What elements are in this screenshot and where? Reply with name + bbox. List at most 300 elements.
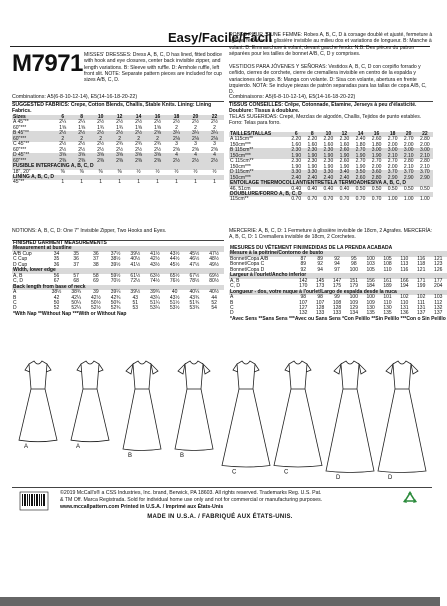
section-heading xyxy=(12,312,224,317)
table-cell: 105 xyxy=(366,266,375,273)
table-cell: 130 xyxy=(383,304,392,311)
row-label: 46, 51cm xyxy=(230,185,251,192)
table-cell: 3.00 xyxy=(371,147,382,154)
table-cell: 1 xyxy=(213,179,216,186)
table-cell: 43½ xyxy=(169,250,180,257)
table-cell: 110 xyxy=(400,299,409,306)
table-row xyxy=(12,180,224,185)
table-cell: 2½ xyxy=(211,119,218,126)
table-cell: 3.50 xyxy=(355,169,366,176)
table-cell: 2⅛ xyxy=(211,135,218,142)
table-cell: 61½ xyxy=(130,272,141,279)
table-cell: 53¾ xyxy=(189,305,200,312)
table-cell: 35 xyxy=(53,256,60,263)
table-cell: 45½ xyxy=(169,261,180,268)
table-cell: 1.90 xyxy=(339,152,350,159)
row-label: A 45"** xyxy=(13,119,29,126)
table-cell: 113 xyxy=(400,261,409,268)
table-cell: 100 xyxy=(349,266,358,273)
table-cell: 42 xyxy=(53,294,60,301)
table-cell: 97 xyxy=(334,266,340,273)
row-label: Bonnet/Copa C xyxy=(230,261,265,268)
table-cell: 52 xyxy=(211,299,217,306)
row-label: C Cup xyxy=(13,256,28,263)
table-cell: 52 xyxy=(53,305,60,312)
table-cell: 3.00 xyxy=(403,147,414,154)
table-cell: 118 xyxy=(417,261,426,268)
table-cell: 94 xyxy=(317,266,323,273)
table-cell: 1.80 xyxy=(371,141,382,148)
table-cell: 2.10 xyxy=(403,152,414,159)
table-cell: 2.40 xyxy=(291,174,302,181)
table-cell: 2.30 xyxy=(291,158,302,165)
table-cell: 45½ xyxy=(189,250,200,257)
table-cell: 2.80 xyxy=(371,174,382,181)
divider xyxy=(12,487,432,488)
table-cell: 2.30 xyxy=(323,158,334,165)
table-cell: 1.90 xyxy=(291,152,302,159)
table-cell: 2.70 xyxy=(371,158,382,165)
table-cell: 37 xyxy=(93,256,99,263)
finished-measurements-en xyxy=(12,241,224,317)
table-cell: 2½ xyxy=(116,146,124,153)
recycle-icon xyxy=(400,490,420,510)
row-label: 60"*** xyxy=(13,135,27,142)
garment-figure-a xyxy=(71,361,109,442)
table-cell: 2.40 xyxy=(323,174,334,181)
table-cell: 2 xyxy=(175,124,178,131)
table-cell: 89 xyxy=(317,255,323,262)
table-cell: 2 xyxy=(137,135,140,142)
table-cell: 3.70 xyxy=(387,169,398,176)
figure-label: C xyxy=(284,469,289,476)
table-cell: 2½ xyxy=(97,146,105,153)
table-cell: 2½ xyxy=(78,146,86,153)
table-cell: 3⅝ xyxy=(154,152,162,159)
table-cell: 2½ xyxy=(78,141,86,148)
row-label: 150cm*** xyxy=(230,163,251,170)
table-cell: 10 xyxy=(325,131,332,137)
notions-en: NOTIONS: A, B, C, D: One 7" Invisible Zipper, Two Hooks and Eyes. xyxy=(12,228,167,234)
table-cell: 2.90 xyxy=(387,174,398,181)
table-cell: 2½ xyxy=(78,130,86,137)
table-cell: 98 xyxy=(300,294,307,301)
table-cell: 1.80 xyxy=(355,141,366,148)
table-cell: ½ xyxy=(136,168,141,175)
table-cell: 3¼ xyxy=(173,130,180,137)
table-cell: 3¼ xyxy=(192,130,199,137)
table-cell: 51¾ xyxy=(189,299,200,306)
table-cell: 6 xyxy=(294,131,298,137)
table-cell: 52½ xyxy=(91,305,101,312)
description-es: VESTIDOS PARA JÓVENES Y SEÑORAS: Vestidos A, B, C, D con corpiño forrado y ceñido, cierres de corchete, cierre de cremallera invisible en centro de la espalda y variaciones de largo. B: Manga con volante. D: Sisa con volante, abertura en frente izquierdo. NOTA: Se incluye piezas de patrón separadas para las tallas de copa A/B, C, D. xyxy=(229,64,427,96)
row-label: B xyxy=(230,299,234,306)
table-cell: 2.10 xyxy=(387,152,398,159)
section-heading-text: *With Nap **Without Nap ***With or Without Nap xyxy=(13,310,127,317)
row-label: B xyxy=(13,294,17,301)
table-row xyxy=(229,197,433,202)
table-cell: 80½ xyxy=(209,278,219,285)
table-cell: 2.40 xyxy=(339,174,350,181)
table-cell: 3⅝ xyxy=(135,152,143,159)
table-cell: 3.70 xyxy=(403,169,414,176)
table-cell: 51½ xyxy=(169,299,180,306)
table-cell: 100 xyxy=(366,294,375,301)
table-cell: 59½ xyxy=(110,272,121,279)
table-cell: 2½ xyxy=(97,119,105,126)
table-cell: 1 xyxy=(118,179,121,186)
table-cell: ⅜ xyxy=(98,168,103,175)
table-cell: 35 xyxy=(73,250,79,257)
table-cell: 177 xyxy=(434,277,443,284)
table-cell: 1⅝ xyxy=(78,124,86,131)
table-cell: 147 xyxy=(332,277,342,284)
table-cell: 194 xyxy=(400,283,409,290)
table-cell: 0.70 xyxy=(339,196,350,203)
table-cell: 112 xyxy=(434,299,443,306)
table-cell: 131 xyxy=(400,304,409,311)
table-cell: 1.00 xyxy=(419,196,430,203)
table-cell: 2¾ xyxy=(135,141,143,148)
tissus-conseilles: TISSUS CONSEILLÉS: Crêpe, Cotonnade, Étamine, Jerseys à peu d'élasticité. Doublure: Tissus à doublure. xyxy=(229,102,417,115)
table-cell: 39½ xyxy=(130,250,141,257)
table-cell: 2⅝ xyxy=(173,146,180,153)
table-cell: 3 xyxy=(213,141,216,148)
section-heading-text: LINING A, B, C, D xyxy=(13,173,54,180)
pattern-number: M7971 xyxy=(12,50,83,77)
table-cell: 2½ xyxy=(211,157,218,164)
table-cell: 47½ xyxy=(209,250,219,257)
table-cell: 98 xyxy=(317,294,323,301)
table-cell: 99 xyxy=(334,294,340,301)
table-cell: 48½ xyxy=(209,256,219,263)
table-cell: 0.50 xyxy=(387,185,398,192)
table-cell: 53½ xyxy=(169,305,180,312)
table-cell: 1 xyxy=(137,179,140,186)
table-cell: 2.10 xyxy=(403,163,414,170)
table-cell: 69 xyxy=(93,278,99,285)
combinations-en: Combinations: A5(6-8-10-12-14), E5(14-16-18-20-22) xyxy=(12,94,138,100)
table-cell: 105 xyxy=(383,255,392,262)
table-cell: 2½ xyxy=(97,130,105,137)
table-cell: 128 xyxy=(332,304,342,311)
table-cell: 2.10 xyxy=(419,163,430,170)
row-label: D xyxy=(13,305,17,312)
row-label: C xyxy=(230,304,234,311)
table-cell: 2½ xyxy=(192,157,199,164)
table-cell: 46½ xyxy=(189,256,200,263)
table-cell: 69½ xyxy=(209,272,219,279)
figure-label: A xyxy=(76,444,81,451)
table-cell: 43½ xyxy=(150,261,160,268)
table-cell: 3.30 xyxy=(291,169,302,176)
figure-label: A xyxy=(24,444,29,451)
table-cell: 156 xyxy=(366,277,375,284)
table-cell: ½ xyxy=(193,168,198,175)
table-cell: 41½ xyxy=(150,250,160,257)
garment-figure-d xyxy=(378,361,426,473)
table-cell: 37 xyxy=(73,261,79,268)
table-cell: 121 xyxy=(417,266,426,273)
table-cell: 10 xyxy=(97,114,104,120)
table-cell: 39½ xyxy=(110,261,121,268)
table-cell: 2⅜ xyxy=(78,157,86,164)
table-cell: 92 xyxy=(300,266,307,273)
table-cell: 50¾ xyxy=(110,299,121,306)
table-cell: 2½ xyxy=(135,130,143,137)
table-cell: 38½ xyxy=(51,289,62,296)
table-cell: 1 xyxy=(61,179,65,186)
table-cell: 40¼ xyxy=(189,289,200,296)
table-cell: 1.60 xyxy=(307,141,318,148)
bottom-bar xyxy=(0,597,440,606)
table-cell: 2½ xyxy=(135,146,143,153)
table-cell: 123 xyxy=(434,261,443,268)
table-cell: 2⅝ xyxy=(211,146,218,153)
table-cell: 2.20 xyxy=(323,136,334,143)
table-cell: 2⅜ xyxy=(135,157,143,164)
finished-measurements-fr xyxy=(229,246,447,322)
telas-sugeridas: TELAS SUGERIDAS: Crepé, Mezclas de algodón, Challis, Tejidos de punto estables. Forro: Telas para forro. xyxy=(229,114,422,127)
table-cell: 41½ xyxy=(130,261,141,268)
table-cell: ½ xyxy=(155,168,160,175)
table-cell: 2.60 xyxy=(339,147,350,154)
table-cell: 87 xyxy=(300,255,307,262)
table-cell: 171 xyxy=(417,277,426,284)
row-label: A/B Cup xyxy=(13,250,32,257)
table-cell: 39¼ xyxy=(110,289,121,296)
table-cell: 2⅜ xyxy=(154,157,162,164)
figure-label: C xyxy=(232,469,237,476)
table-cell: 161 xyxy=(383,277,392,284)
table-cell: 189 xyxy=(383,283,392,290)
table-cell: 1.60 xyxy=(291,141,302,148)
row-label: 60"*** xyxy=(13,124,27,131)
table-cell: 2.60 xyxy=(371,136,382,143)
table-cell: 1 xyxy=(99,179,103,186)
table-cell: 0.70 xyxy=(323,196,334,203)
table-cell: 127 xyxy=(299,304,308,311)
table-cell: 2.80 xyxy=(419,158,430,165)
table-cell: 34 xyxy=(53,250,60,257)
table-cell: 2½ xyxy=(154,119,162,126)
row-label: 60"*** xyxy=(13,146,27,153)
table-cell: 2½ xyxy=(173,119,180,126)
table-cell: 2.80 xyxy=(403,158,414,165)
table-cell: 3⅝ xyxy=(59,152,67,159)
table-cell: 2½ xyxy=(135,119,143,126)
table-cell: 36 xyxy=(53,261,60,268)
table-cell: 38½ xyxy=(110,256,121,263)
table-cell: 103 xyxy=(434,294,443,301)
section-heading-text: FINISHED GARMENT MEASUREMENTS xyxy=(13,240,107,246)
table-cell: 128 xyxy=(315,304,325,311)
table-cell: 1.90 xyxy=(355,152,366,159)
garment-figure-c xyxy=(222,361,270,467)
row-label: A xyxy=(13,289,17,296)
table-cell: 2.00 xyxy=(387,163,398,170)
table-cell: 2¾ xyxy=(154,141,162,148)
table-cell: ½ xyxy=(174,168,179,175)
table-cell: 2.20 xyxy=(307,136,318,143)
table-cell: 42½ xyxy=(91,294,101,301)
table-cell: 2 xyxy=(118,135,121,142)
section-heading-text: Mesure à la poitrine/Contorno de busto xyxy=(230,250,324,257)
table-cell: 199 xyxy=(417,283,426,290)
table-cell: 57 xyxy=(73,272,79,279)
figure-label: D xyxy=(388,475,393,481)
table-cell: 3.00 xyxy=(419,147,430,154)
table-cell: 184 xyxy=(366,283,375,290)
table-cell: 2 xyxy=(213,124,216,131)
table-cell: 3 xyxy=(194,141,197,148)
section-heading-text: Measurement at bustline xyxy=(13,245,72,252)
row-label: A xyxy=(230,294,234,301)
figure-label: B xyxy=(128,453,133,459)
table-cell: 2.00 xyxy=(371,163,382,170)
table-cell: 52¾ xyxy=(110,305,121,312)
table-cell: 2.00 xyxy=(387,141,398,148)
table-cell: 47½ xyxy=(189,261,200,268)
table-cell: 166 xyxy=(400,277,409,284)
table-cell: 170 xyxy=(299,283,308,290)
row-label: Bonnet/Copa A/B xyxy=(230,255,269,262)
table-cell: 173 xyxy=(315,283,325,290)
table-cell: 53 xyxy=(132,305,139,312)
table-cell: 98 xyxy=(351,261,357,268)
row-label: A 115cm** xyxy=(230,136,253,143)
table-cell: 36 xyxy=(93,250,99,257)
table-cell: 204 xyxy=(434,283,443,290)
table-cell: 0.70 xyxy=(291,196,302,203)
table-cell: 95 xyxy=(351,255,357,262)
table-cell: 2½ xyxy=(154,146,162,153)
table-cell: 2½ xyxy=(116,119,124,126)
table-cell: 2.70 xyxy=(387,136,398,143)
row-label: Bonnet/Copa D xyxy=(230,266,265,273)
row-label: C, D xyxy=(13,278,23,285)
table-cell: 40 xyxy=(171,289,178,296)
table-cell: 136 xyxy=(400,310,409,317)
copyright-line: & TM Off. Marca Registrada. Sold for individual home use only and not for commercial or manufacturing purposes. xyxy=(60,497,323,503)
table-cell: 135 xyxy=(366,310,375,317)
table-cell: 2 xyxy=(80,135,84,142)
table-cell: ⅜ xyxy=(117,168,122,175)
section-heading-text: *Avec Sens **Sans Sens ***Avec ou Sans Sens *Con Pelillo **Sin Pelillo ***Con o Sin Pelillo xyxy=(230,315,446,322)
table-cell: 1 xyxy=(175,179,178,186)
table-cell: 1¾ xyxy=(116,124,124,131)
table-cell: 50¼ xyxy=(71,299,82,306)
row-label: C 115cm** xyxy=(230,158,254,165)
table-cell: 70½ xyxy=(110,278,121,285)
table-cell: 14 xyxy=(357,131,364,137)
row-label: C, D xyxy=(230,283,240,290)
copyright-line: ©2019 McCall's® a CSS Industries, Inc. brand, Berwick, PA 18603. All rights reserved. Trademarks Reg. U.S. Pat. xyxy=(60,490,322,496)
row-label: TAILLES/TALLAS xyxy=(230,131,272,137)
table-cell: 72½ xyxy=(130,278,141,285)
table-cell: 1.90 xyxy=(307,163,318,170)
table-cell: 2½ xyxy=(192,119,199,126)
table-cell: 0.40 xyxy=(291,185,302,192)
garment-illustrations xyxy=(12,355,432,480)
garment-figure-a xyxy=(19,361,57,442)
table-cell: 0.50 xyxy=(355,185,366,192)
section-heading-text: FUSIBLE INTERFACING A, B, C, D xyxy=(13,163,94,170)
table-cell: 16 xyxy=(373,131,380,137)
section-heading-text: Largeur à l'ourlet/Ancho inferior xyxy=(230,272,307,279)
table-cell: 111 xyxy=(417,299,425,306)
table-cell: 0.50 xyxy=(371,185,382,192)
table-cell: 22 xyxy=(211,114,218,120)
table-cell: 2¼ xyxy=(59,119,67,126)
table-cell: 133 xyxy=(332,310,342,317)
table-cell: 51 xyxy=(132,299,139,306)
table-cell: 18 xyxy=(389,131,396,137)
table-cell: 2.20 xyxy=(291,136,302,143)
table-cell: 2.40 xyxy=(355,136,366,143)
table-cell: 67 xyxy=(53,278,60,285)
table-cell: 1⅝ xyxy=(154,124,162,131)
table-cell: 3⅝ xyxy=(116,152,124,159)
table-cell: 2.70 xyxy=(387,158,398,165)
table-cell: 38 xyxy=(93,261,99,268)
table-cell: 2½ xyxy=(97,141,105,148)
table-cell: 107 xyxy=(299,299,308,306)
row-label: B 45"** xyxy=(13,130,29,137)
table-cell: 1⅝ xyxy=(135,124,143,131)
table-cell: 2.40 xyxy=(307,174,318,181)
table-cell: 2.30 xyxy=(291,147,302,154)
table-cell: 3.30 xyxy=(307,169,318,176)
table-cell: 2⅝ xyxy=(154,130,162,137)
row-label: 150cm*** xyxy=(230,174,251,181)
table-cell: 2⅜ xyxy=(59,157,67,164)
table-cell: 0.40 xyxy=(339,185,350,192)
table-cell: 179 xyxy=(349,283,358,290)
table-cell: 103 xyxy=(366,261,375,268)
table-cell: 2.00 xyxy=(419,141,430,148)
table-cell: 1 xyxy=(156,179,159,186)
table-cell: 0.70 xyxy=(355,196,366,203)
table-cell: 2 xyxy=(194,124,197,131)
table-cell: 65½ xyxy=(169,272,180,279)
table-cell: 110 xyxy=(383,266,392,273)
table-cell: 43 xyxy=(132,294,139,301)
table-cell: 2.70 xyxy=(403,136,414,143)
table-cell: 44½ xyxy=(169,256,180,263)
table-cell: 121 xyxy=(434,255,443,262)
table-cell: 109 xyxy=(366,299,375,306)
table-cell: 37½ xyxy=(110,250,121,257)
table-cell: 40½ xyxy=(209,289,219,296)
table-cell: 56 xyxy=(53,272,60,279)
table-cell: 2½ xyxy=(59,146,67,153)
table-cell: 2¼ xyxy=(78,119,86,126)
table-cell: 42¼ xyxy=(71,294,82,301)
table-cell: 1⅝ xyxy=(59,124,67,131)
table-cell: 1 xyxy=(194,179,197,186)
table-cell: 2⅛ xyxy=(173,135,180,142)
table-cell: 116 xyxy=(400,266,409,273)
table-cell: 134 xyxy=(349,310,358,317)
combinations-fr: Combinaisons: A5(6-8-10-12-14), E5(14-16-18-20-22) xyxy=(229,94,356,100)
table-cell: 2 xyxy=(156,135,159,142)
table-cell: 1.90 xyxy=(291,163,302,170)
table-cell: 3 xyxy=(175,141,178,148)
table-cell: 52¼ xyxy=(71,305,82,312)
table-cell: 50½ xyxy=(91,299,101,306)
suggested-fabrics: SUGGESTED FABRICS: Crepe, Cotton Blends, Challis, Stable Knits. Lining: Lining Fabrics. xyxy=(12,102,212,115)
